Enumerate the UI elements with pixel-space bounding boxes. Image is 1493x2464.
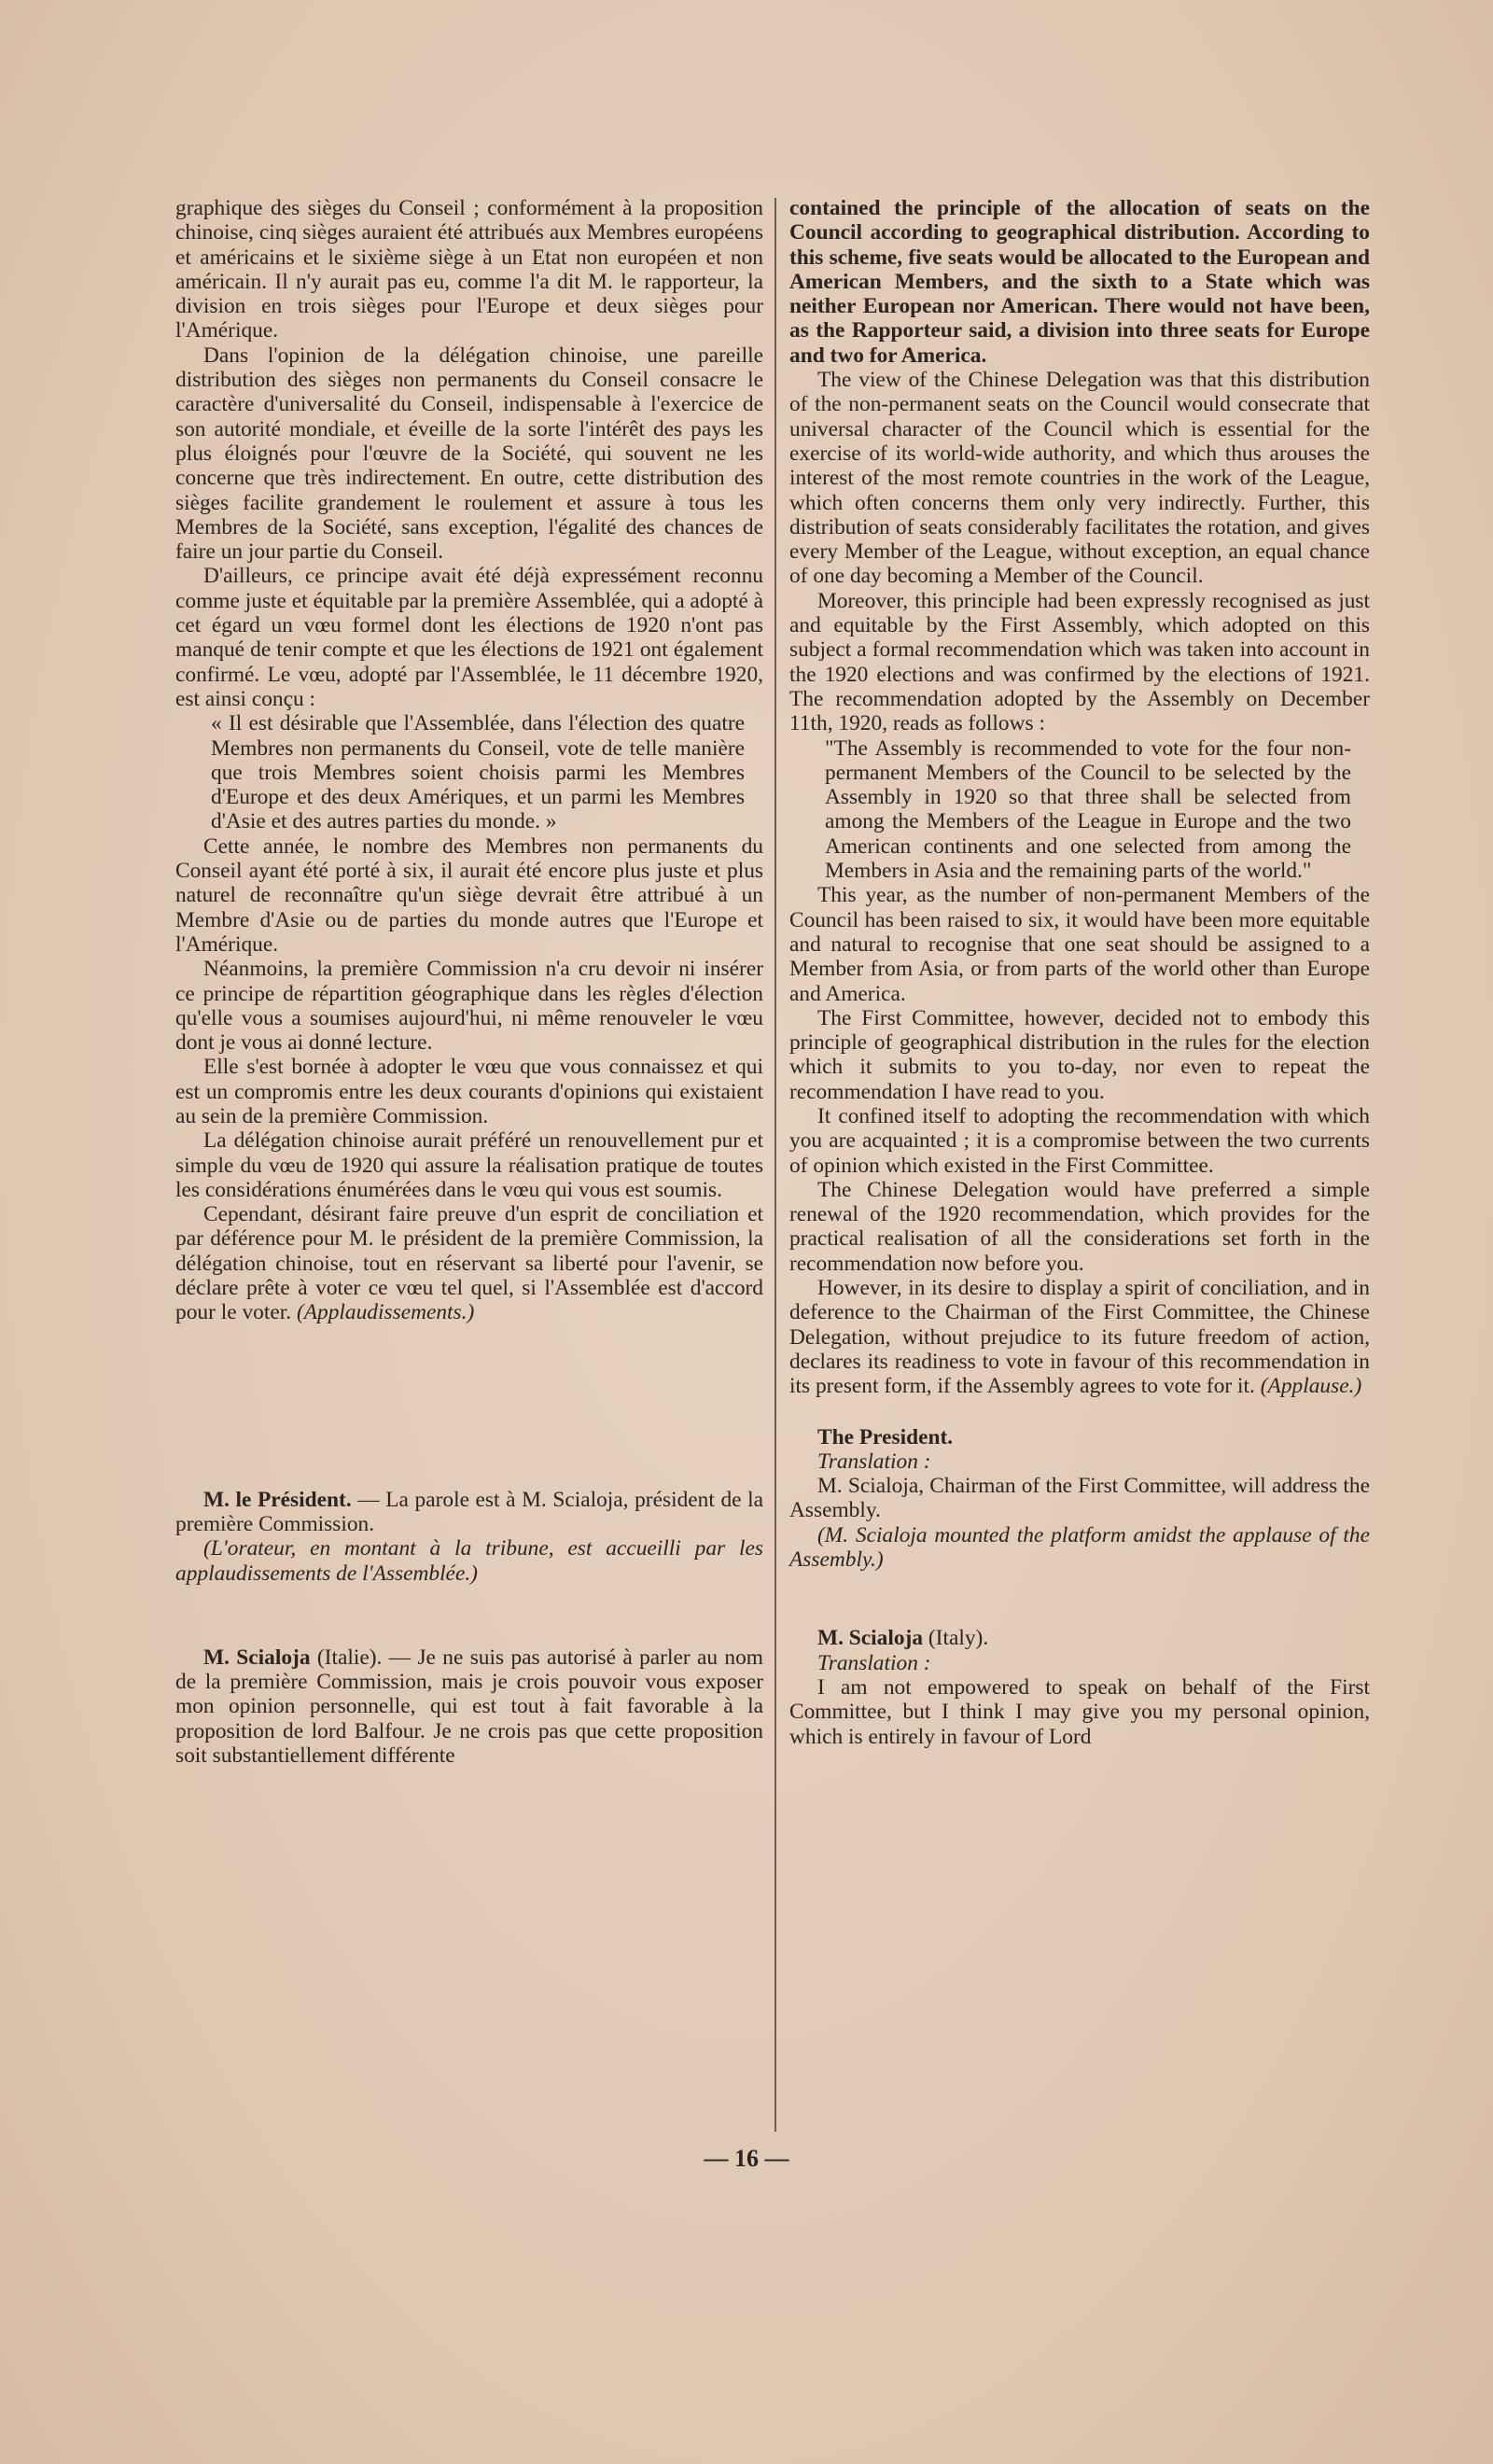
french-paragraph: Cette année, le nombre des Membres non permanents du Conseil ayant été porté à six, il aurait été encore plus juste et plus naturel de reconnaître qu'un siège devrait être attribué à un Membre d'Asie ou de parties du monde autres que l'Europe et l'Amérique. xyxy=(175,833,763,957)
english-stage-direction: (M. Scialoja mounted the platform amidst the applause of the Assembly.) xyxy=(789,1522,1370,1573)
french-scialoja-speech xyxy=(175,1645,763,1768)
spacer xyxy=(175,1586,763,1645)
speaker-country: (Italie). — xyxy=(310,1645,418,1670)
english-president-speech: M. Scialoja, Chairman of the First Committee, will address the Assembly. xyxy=(789,1474,1370,1523)
english-paragraph: This year, as the number of non-permanent Members of the Council has been raised to six, it would have been more equitable and natural to recognise that one seat should be assigned to a Member from Asia, or from parts of the world other than Europe and America. xyxy=(789,883,1370,1006)
english-scialoja-speech: I am not empowered to speak on behalf of the First Committee, but I think I may give you my personal opinion, which is entirely in favour of Lord xyxy=(789,1674,1370,1749)
english-paragraph: Moreover, this principle had been expressly recognised as just and equitable by the First Assembly, which adopted on this subject a formal recommendation which was taken into account in the 1920 elections and was confirmed by the elections of 1921. The recommendation adopted by the Assembly on December 11th, 1920, reads as follows : xyxy=(789,588,1370,736)
english-paragraph-text: However, in its desire to display a spirit of conciliation, and in deference to the Chairman of the First Committee, the Chinese Delegation, without prejudice to its future freedom of action, declares its readiness to vote in favour of this recommendation in its present form, if the Assembly agrees to vote for it. xyxy=(789,1276,1370,1399)
english-paragraph: The view of the Chinese Delegation was that this distribution of the non-permanent seats on the Council would consecrate that universal character of the Council which is essential for the exercise of its world-wide authority, and which thus arouses the interest of the most remote countries in the work of the League, which often concerns them only very indirectly. Further, this distribution of seats considerably facilitates the rotation, and gives every Member of the League, without exception, an equal chance of one day becoming a Member of the Council. xyxy=(789,368,1370,589)
english-paragraph: It confined itself to adopting the recommendation with which you are acquainted ; it is a compromise between the two currents of opinion which existed in the First Committee. xyxy=(789,1103,1370,1178)
english-quote: "The Assembly is recommended to vote for the four non-permanent Members of the Council to be selected by the Assembly in 1920 so that three shall be selected from among the Members of the League in Europe and the two American continents and one selected from among the Members in Asia and the remaining parts of the world." xyxy=(825,735,1351,884)
french-paragraph: D'ailleurs, ce principe avait été déjà expressément reconnu comme juste et équitable par la première Assemblée, qui a adopté à cet égard un vœu formel dont les élections de 1920 n'ont pas manqué de tenir compte et que les élections de 1921 ont également confirmé. Le vœu, adopté par l'Assemblée, le 11 décembre 1920, est ainsi conçu : xyxy=(175,564,764,711)
english-column xyxy=(789,196,1370,1749)
french-stage-direction: (L'orateur, en montant à la tribune, est accueilli par les applaudissements de l'Assemblée.) xyxy=(175,1536,763,1586)
french-quote: « Il est désirable que l'Assemblée, dans l'élection des quatre Membres non permanents du Conseil, vote de telle manière que trois Membres soient choisis parmi les Membres d'Europe et des deux Amériques, et un parmi les Membres d'Asie et des autres parties du monde. » xyxy=(211,711,745,834)
french-paragraph: La délégation chinoise aurait préféré un renouvellement pur et simple du vœu de 1920 qui assure la réalisation pratique de toutes les considérations énumérées dans le vœu qui vous est soumis. xyxy=(175,1128,763,1202)
column-divider xyxy=(774,198,776,2132)
spacer xyxy=(789,1399,1370,1425)
translation-label: Translation : xyxy=(817,1449,931,1474)
french-president-speech xyxy=(175,1488,763,1537)
speaker-name: M. Scialoja xyxy=(203,1645,311,1670)
page-number: — 16 — xyxy=(704,2145,789,2172)
french-paragraph-last xyxy=(175,1202,763,1324)
french-paragraph: Dans l'opinion de la délégation chinoise, une pareille distribution des sièges non permanents du Conseil consacre le caractère d'universalité du Conseil, indispensable à l'exercice de son autorité mondiale, et éveille de la sorte l'intérêt des pays les plus éloignés pour l'œuvre de la Société, qui souvent ne les concerne que très indirectement. En outre, cette distribution des sièges facilite grandement le roulement et assure à tous les Membres de la Société, sans exception, l'égalité des chances de faire un jour partie du Conseil. xyxy=(175,343,763,565)
french-column xyxy=(175,196,763,1768)
english-paragraph: contained the principle of the allocation of seats on the Council according to geographical distribution. According to this scheme, five seats would be allocated to the European and American Members, and the sixth to a State which was neither European nor American. There would not have been, as the Rapporteur said, a division into three seats for Europe and two for America. xyxy=(789,196,1370,368)
speaker-name: M. Scialoja xyxy=(817,1626,924,1651)
spacer xyxy=(789,1572,1370,1626)
french-paragraph: Elle s'est bornée à adopter le vœu que vous connaissez et qui est un compromis entre les deux courants d'opinions qui existaient au sein de la première Commission. xyxy=(175,1055,763,1128)
translation-label: Translation : xyxy=(817,1650,931,1675)
french-paragraph-text: Cependant, désirant faire preuve d'un esprit de conciliation et par déférence pour M. le président de la première Commission, la délégation chinoise, tout en réservant sa liberté pour l'avenir, se déclare prête à voter ce vœu tel quel, si l'Assemblée est d'accord pour le voter. xyxy=(175,1202,763,1325)
french-paragraph: Néanmoins, la première Commission n'a cru devoir ni insérer ce principe de répartition géographique dans les règles d'élection qu'elle vous a soumises aujourd'hui, ni même renouveler le vœu dont je vous ai donné lecture. xyxy=(175,957,763,1056)
speech-text: — La parole est à M. Scialoja, président de la première Commission. xyxy=(175,1487,763,1536)
speaker-country: (Italy). xyxy=(923,1626,989,1651)
english-speaker-scialoja xyxy=(789,1626,1370,1650)
spacer xyxy=(175,1325,763,1488)
english-speaker-president: The President. xyxy=(817,1424,954,1449)
speech-text: Je ne suis pas autorisé à parler au nom de la première Commission, mais je crois pouvoir vous exposer mon opinion personnelle, qui est tout à fait favorable à la proposition de lord Balfour. Je ne crois pas que cette proposition soit substantiellement différente xyxy=(175,1645,763,1769)
french-applause: (Applaudissements.) xyxy=(296,1300,475,1325)
speaker-name: M. le Président. xyxy=(203,1487,352,1512)
english-paragraph: The Chinese Delegation would have preferred a simple renewal of the 1920 recommendation, which provides for the practical realisation of all the considerations set forth in the recommendation now before you. xyxy=(789,1177,1370,1276)
english-paragraph: The First Committee, however, decided not to embody this principle of geographical distribution in the rules for the election which it submits to you to-day, nor even to repeat the recommendation I have read to you. xyxy=(789,1005,1370,1104)
french-paragraph: graphique des sièges du Conseil ; conformément à la proposition chinoise, cinq sièges auraient été attribués aux Membres européens et américains et le sixième siège à un Etat non européen et non américain. Il n'y aurait pas eu, comme l'a dit M. le rapporteur, la division en trois sièges pour l'Europe et deux sièges pour l'Amérique. xyxy=(175,196,763,343)
english-paragraph-last xyxy=(789,1276,1370,1398)
english-applause: (Applause.) xyxy=(1260,1374,1362,1399)
